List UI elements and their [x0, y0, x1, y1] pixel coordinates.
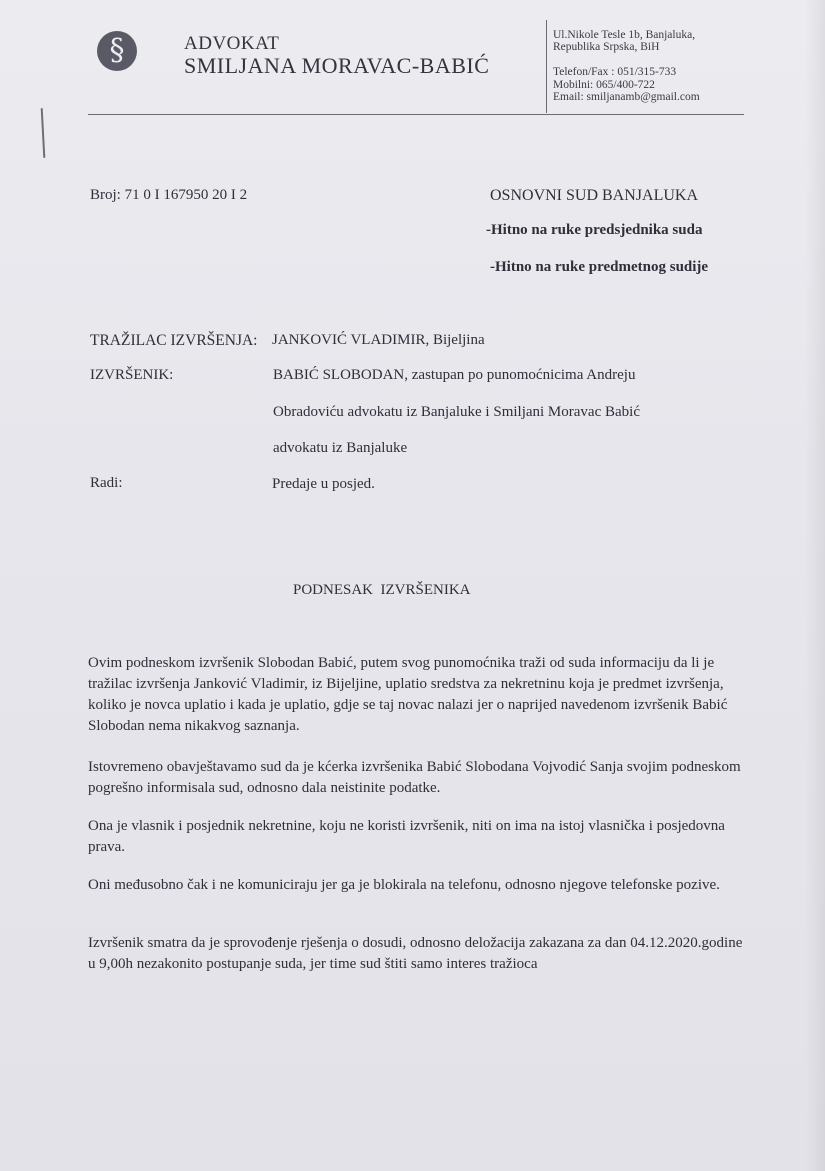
firm-name: SMILJANA MORAVAC-BABIĆ: [184, 53, 490, 78]
debtor-line-1: BABIĆ SLOBODAN, zastupan po punomoćnicima Andreju: [273, 367, 636, 383]
email-address: Email: smiljanamb@gmail.com: [553, 91, 700, 103]
body-paragraph-1: Ovim podneskom izvršenik Slobodan Babić, putem svog punomoćnika traži od suda informaciju da li je tražilac izvršenja Janković Vladimir, iz Bijeljine, uplatio sredstva za nekretninu koja je predmet izvršenja, koliko je novca uplatio i kada je uplatio, gdje se taj novac nalazi jer o naprijed navedenom izvršenik Babić Slobodan nema nikakvog saznanja.: [88, 655, 728, 734]
header-vertical-divider: [546, 20, 547, 113]
debtor-label: IZVRŠENIK:: [90, 367, 174, 383]
body-paragraph-3: Ona je vlasnik i posjednik nekretnine, koju ne koristi izvršenik, niti on ima na istoj vlasnička i posjedovna prava.: [88, 818, 725, 855]
header-horizontal-divider: [88, 114, 744, 115]
phone-fax: Telefon/Fax : 051/315-733: [553, 66, 677, 78]
page-edge-shadow: [805, 0, 825, 1171]
debtor-line-2: Obradoviću advokatu iz Banjaluke i Smiljani Moravac Babić: [273, 404, 640, 420]
urgent-note-president: -Hitno na ruke predsjednika suda: [486, 222, 703, 238]
debtor-line-3: advokatu iz Banjaluke: [273, 440, 408, 456]
body-paragraph-4: Oni međusobno čak i ne komuniciraju jer ga je blokirala na telefonu, odnosno njegove telefonske pozive.: [88, 877, 720, 893]
body-paragraph-5: Izvršenik smatra da je sprovođenje rješenja o dosudi, odnosno deložacija zakazana za dan 04.12.2020.godine u 9,00h nezakonito postupanje suda, jer time sud štiti samo interes tražioca: [88, 935, 743, 972]
address-line-2: Republika Srpska, BiH: [553, 41, 660, 53]
subject-label: Radi:: [90, 475, 123, 491]
claimant-label: TRAŽILAC IZVRŠENJA:: [90, 332, 258, 349]
address-line-1: Ul.Nikole Tesle 1b, Banjaluka,: [553, 29, 696, 41]
claimant-value: JANKOVIĆ VLADIMIR, Bijeljina: [272, 332, 485, 348]
document-title: PODNESAK IZVRŠENIKA: [293, 582, 471, 598]
margin-pen-mark: [41, 108, 46, 158]
urgent-note-judge: -Hitno na ruke predmetnog sudije: [490, 259, 709, 275]
subject-value: Predaje u posjed.: [272, 476, 375, 492]
court-name: OSNOVNI SUD BANJALUKA: [490, 187, 699, 204]
mobile-phone: Mobilni: 065/400-722: [553, 79, 655, 91]
case-reference: Broj: 71 0 I 167950 20 I 2: [90, 187, 248, 203]
body-paragraph-2: Istovremeno obavještavamo sud da je kćerka izvršenika Babić Slobodana Vojvodić Sanja svojim podneskom pogrešno informisala sud, odnosno dala neistinite podatke.: [88, 759, 741, 796]
paragraph-logo-icon: §: [97, 31, 137, 71]
firm-title: ADVOKAT: [184, 33, 280, 54]
